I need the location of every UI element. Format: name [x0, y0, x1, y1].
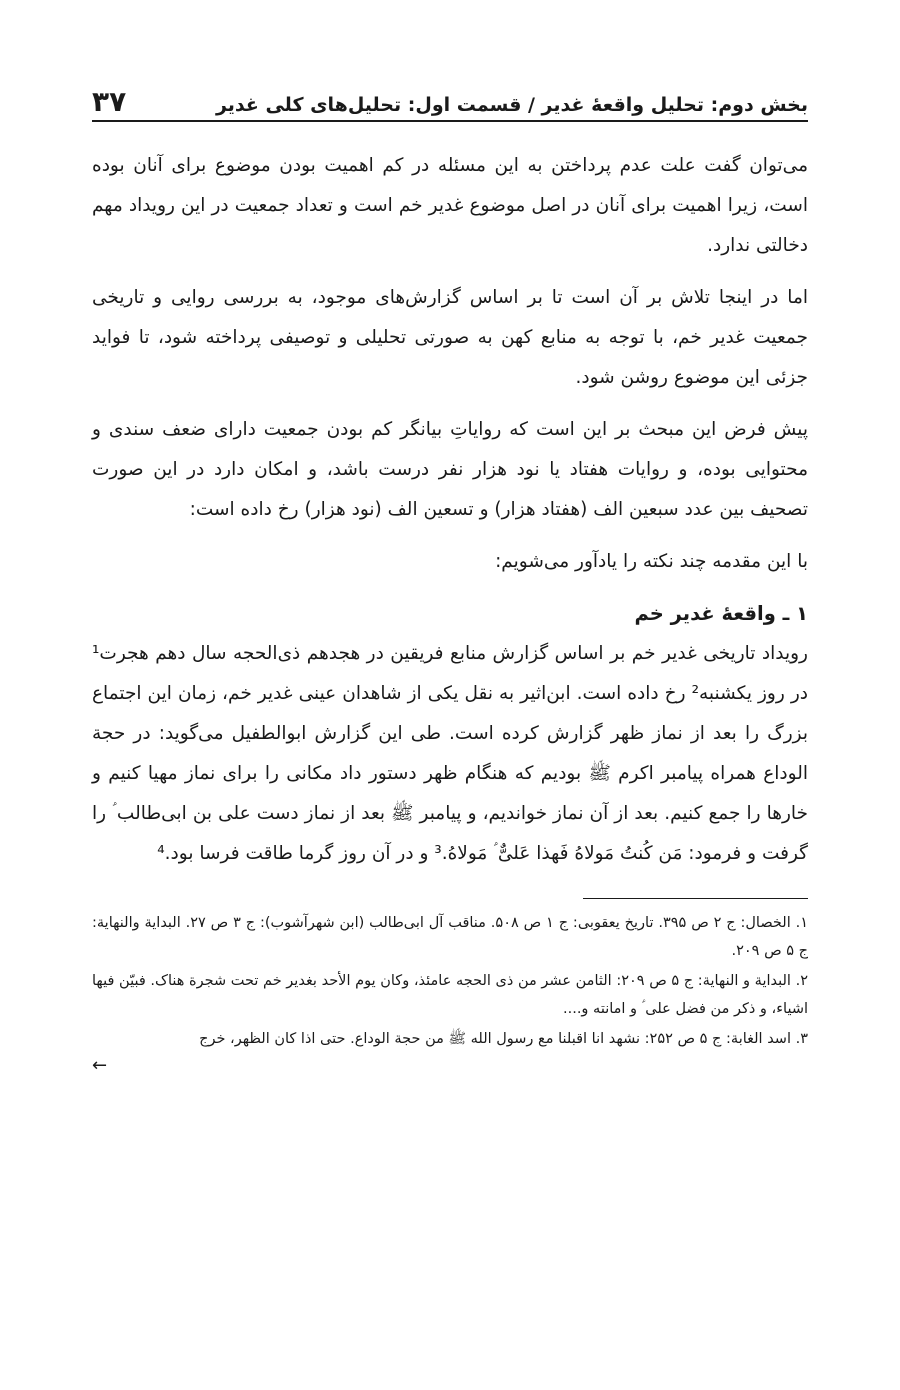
continuation-arrow-icon: ← — [92, 1055, 108, 1076]
paragraph: با این مقدمه چند نکته را یادآور می‌شویم: — [495, 551, 808, 572]
footnote: ۳. اسد الغابة: ج ۵ ص ۲۵۲: نشهد انا اقبلنا مع رسول الله ﷺ من حجة الوداع. حتی اذا کان الظهر، خرج — [199, 1031, 808, 1047]
section-heading: ۱ ـ واقعهٔ غدیر خم — [634, 602, 808, 625]
running-header-title: بخش دوم: تحلیل واقعهٔ غدیر / قسمت اول: تحلیل‌های کلی غدیر — [215, 94, 808, 116]
footnote: ۲. البدایة و النهایة: ج ۵ ص ۲۰۹: الثامن عشر من ذی الحجه عامئذ، وکان یوم الأحد بغدیر خم تحت شجرة هناک. فبیّن فیها اشیاء، و ذکر من فضل علی ؑ و امانته و.... — [92, 973, 808, 1017]
paragraph: می‌توان گفت علت عدم پرداختن به این مسئله در کم اهمیت بودن موضوع برای آنان بوده است، زیرا اهمیت برای آنان در اصل موضوع غدیر خم است و تعداد جمعیت در این رویداد مهم دخالتی ندارد. — [92, 155, 808, 256]
footnotes — [92, 909, 808, 1077]
footnote-divider — [583, 898, 808, 899]
book-page — [92, 60, 808, 1077]
paragraph: اما در اینجا تلاش بر آن است تا بر اساس گزارش‌های موجود، به بررسی روایی و تاریخی جمعیت غدیر خم، با توجه به منابع کهن به صورتی تحلیلی و توصیفی پرداخته شود، تا فواید جزئی این موضوع روشن شود. — [92, 287, 808, 388]
section-paragraph: رویداد تاریخی غدیر خم بر اساس گزارش منابع فریقین در هجدهم ذی‌الحجه سال دهم هجرت¹ در روز یکشنبه² رخ داده است. ابن‌اثیر به نقل یکی از شاهدان عینی غدیر خم، زمان این اجتماع بزرگ را بعد از نماز ظهر گزارش کرده است. طی این گزارش ابوالطفیل می‌گوید: در حجة الوداع همراه پیامبر اکرم ﷺ بودیم که هنگام ظهر دستور داد مکانی را برای نماز مهیا کنیم و خارها را جمع کنیم. بعد از آن نماز خواندیم، و پیامبر ﷺ بعد از نماز دست علی بن ابی‌طالب ؑ را گرفت و فرمود: مَن کُنتُ مَولاهُ فَهذا عَلیٌّ ؑ مَولاهُ.³ و در آن روز گرما طاقت فرسا بود.⁴ — [92, 643, 809, 864]
main-text — [92, 146, 808, 874]
paragraph: پیش فرض این مبحث بر این است که روایاتِ بیانگر کم بودن جمعیت دارای ضعف سندی و محتوایی بوده، و روایات هفتاد یا نود هزار نفر درست باشد، و امکان دارد در این صورت تصحیف بین عدد سبعین الف (هفتاد هزار) و تسعین الف (نود هزار) رخ داده است: — [92, 419, 808, 520]
footnote: ۱. الخصال: ج ۲ ص ۳۹۵. تاریخ یعقوبی: ج ۱ ص ۵۰۸. مناقب آل ابی‌طالب (ابن شهرآشوب): ج ۳ ص ۲۷. البدایة والنهایة: ج ۵ ص ۲۰۹. — [92, 915, 808, 959]
page-number: ۳۷ — [92, 85, 127, 118]
running-header — [92, 60, 808, 122]
